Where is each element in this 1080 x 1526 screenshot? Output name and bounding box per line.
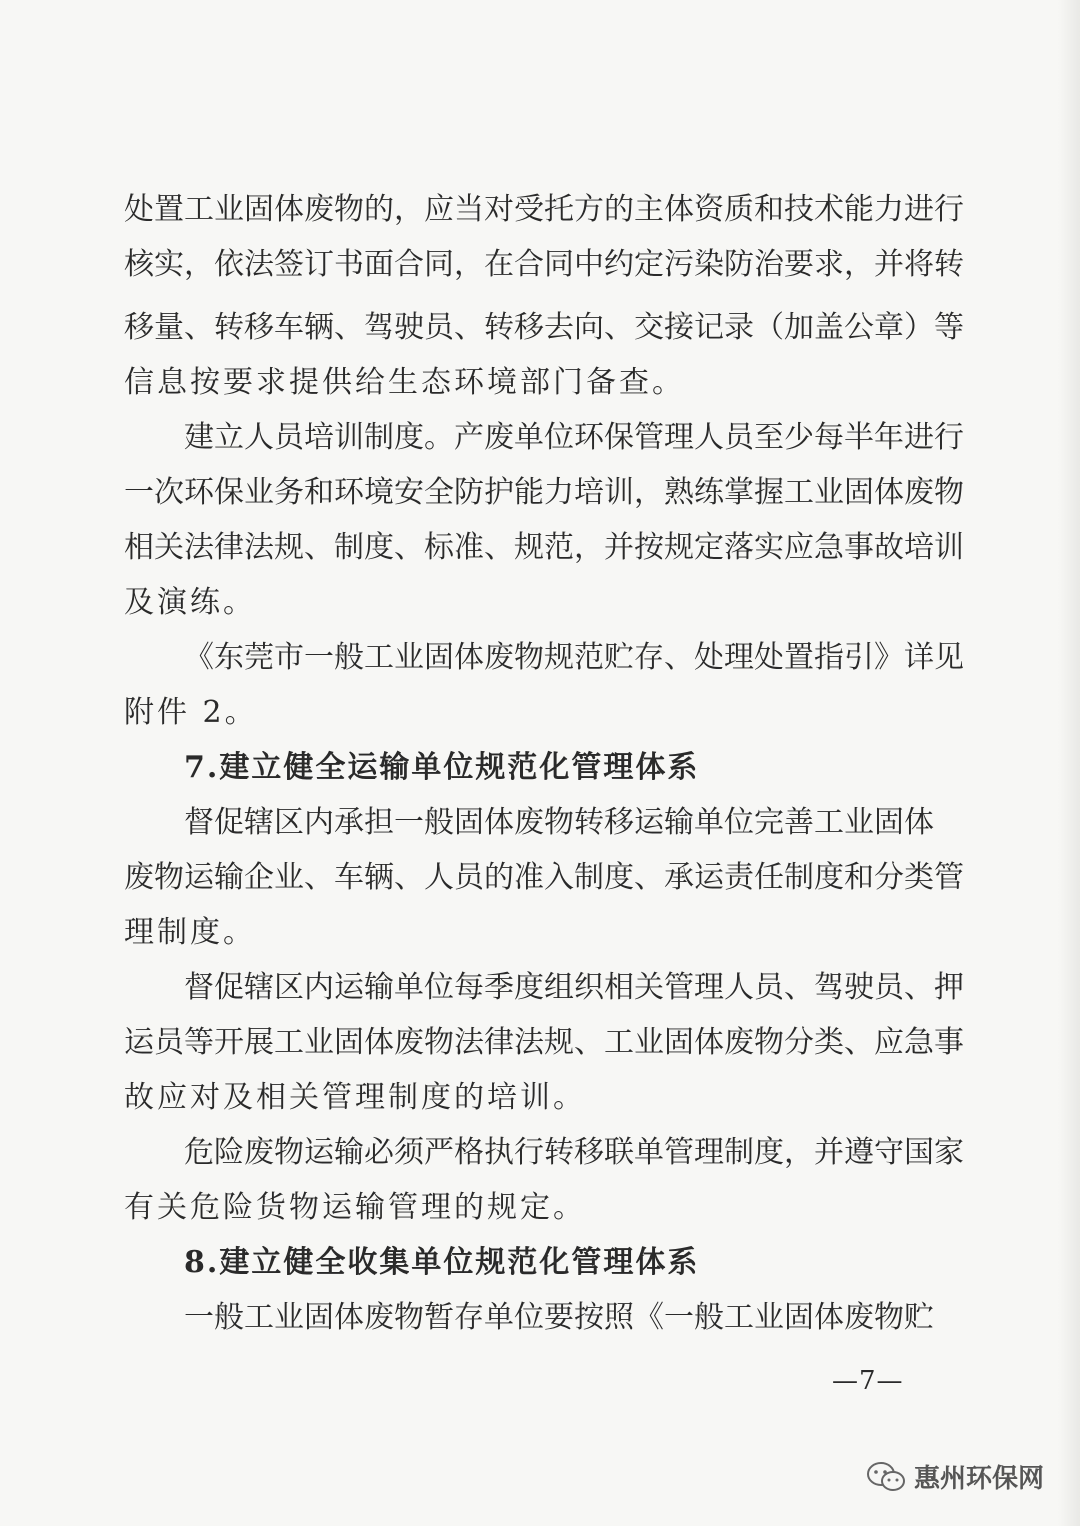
text-line: 有关危险货物运输管理的规定。 xyxy=(124,1190,586,1225)
text-line: 运员等开展工业固体废物法律法规、工业固体废物分类、应急事 xyxy=(124,1025,964,1060)
text-line: 信息按要求提供给生态环境部门备查。 xyxy=(124,365,685,400)
text-line: 危险废物运输必须严格执行转移联单管理制度，并遵守国家 xyxy=(184,1135,964,1170)
section-heading-7: 7.建立健全运输单位规范化管理体系 xyxy=(184,750,700,785)
text-line: 核实，依法签订书面合同，在合同中约定污染防治要求，并将转 xyxy=(124,247,964,282)
text-line: 及演练。 xyxy=(124,585,256,620)
text-line: 附件 2。 xyxy=(124,695,258,730)
text-line: 移量、转移车辆、驾驶员、转移去向、交接记录（加盖公章）等 xyxy=(124,310,964,345)
text-line: 督促辖区内承担一般固体废物转移运输单位完善工业固体 xyxy=(184,805,934,840)
page-edge-shadow xyxy=(1058,0,1080,1526)
text-line: 废物运输企业、车辆、人员的准入制度、承运责任制度和分类管 xyxy=(124,860,964,895)
section-heading-8: 8.建立健全收集单位规范化管理体系 xyxy=(184,1245,700,1280)
text-line: 相关法律法规、制度、标准、规范，并按规定落实应急事故培训 xyxy=(124,530,964,565)
wechat-icon xyxy=(866,1461,906,1493)
text-line: 故应对及相关管理制度的培训。 xyxy=(124,1080,586,1115)
watermark xyxy=(866,1458,1044,1495)
text-line: 督促辖区内运输单位每季度组织相关管理人员、驾驶员、押 xyxy=(184,970,964,1005)
text-line: 《东莞市一般工业固体废物规范贮存、处理处置指引》详见 xyxy=(184,640,964,675)
text-line: 处置工业固体废物的，应当对受托方的主体资质和技术能力进行 xyxy=(124,192,964,227)
text-line: 一般工业固体废物暂存单位要按照《一般工业固体废物贮 xyxy=(184,1300,934,1335)
text-line: 一次环保业务和环境安全防护能力培训，熟练掌握工业固体废物 xyxy=(124,475,964,510)
text-line: 理制度。 xyxy=(124,915,256,950)
watermark-text: 惠州环保网 xyxy=(914,1464,1045,1494)
text-line: 建立人员培训制度。产废单位环保管理人员至少每半年进行 xyxy=(184,420,964,455)
page-number: —7— xyxy=(832,1366,904,1396)
